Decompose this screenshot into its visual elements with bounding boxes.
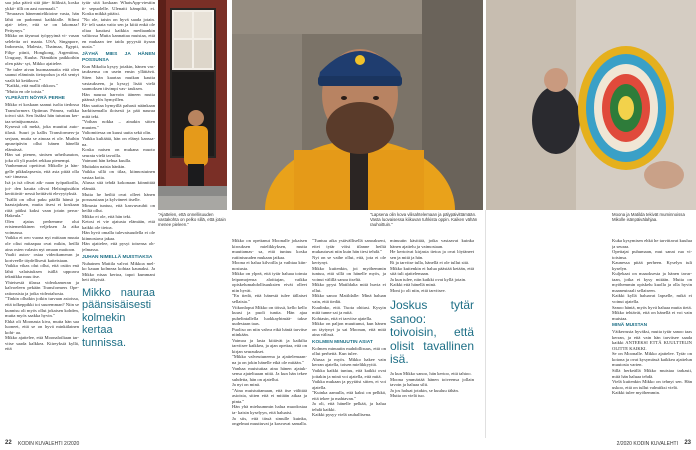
paragraph: Moona ei halua kilvoilla ja vaihtaa kiin- nostusta. — [232, 260, 307, 271]
photo-man-portrait — [232, 0, 483, 210]
paragraph: Vaikka sillä on tilaa, kiinnostuinen vastaa kotia. — [82, 169, 155, 180]
paragraph: Alussa ja myös. Mikko hakee vain kerran ajatella, toisen mielikkyyttä. — [312, 356, 386, 368]
column-4 — [312, 238, 386, 436]
paragraph: Kaikki pysyy vielä rauhallisena. — [312, 412, 372, 418]
paragraph: Valtomitessa on kuusi uutta sekä olin. — [82, 130, 152, 136]
paragraph: He kertoivat kirjasta tietoa ja ovat löytäneet sen ja mitä ja hän. — [390, 249, 474, 260]
paragraph: Kolmen minuutin mahdollisuus, että on ollut perhettä. Kun tulee. — [312, 345, 386, 357]
paragraph: Moona ymmärtää hänen toiveensa jollain tavoin ja haluaa silti. — [390, 376, 474, 388]
column-2 — [82, 0, 155, 436]
paragraph: "Mikko valveutuneena ja ajattelemaan- na ja on jokin hänelle eikä ole mitään." — [232, 354, 307, 366]
column-1 — [5, 0, 79, 436]
page-gutter — [485, 210, 486, 438]
paragraph: Hän saattaa hymyillä pahasti näänkaan harkitsemalla iloisesti ja pää nauraa mitä teki. — [82, 102, 155, 119]
footer-label-left: KODIN KUVALEHTI 2/2020 — [18, 441, 80, 447]
paragraph: Nyt on se vaihe ollut, että, jota ei ole kertynyt. — [312, 254, 386, 266]
paragraph: Kaikki kyllä haluavat lapselle, mikä ei voinut ajatella. — [612, 293, 692, 305]
page-footer — [0, 438, 696, 450]
paragraph: Alussa sitä tehdä kokonaan kiinnittää elämää. — [82, 180, 155, 191]
paragraph: Se on Moonalle. Mikko ajattelee. Tytär on kotona ja ovat kysymässä kaikkea ajattelun muutosta varten. — [612, 351, 692, 368]
paragraph: saa joka päivä sitä jäte- fiiliksiä, koska ykkö- tilli on aasi normaali." — [5, 0, 79, 11]
paragraph: Kaikki että hänellä minä. — [390, 282, 437, 288]
subheading: YLPEÄSTI NÖYRÄ PERHE — [5, 96, 65, 102]
paragraph: Moni jo oli niin, että tarvitsee. — [390, 287, 446, 293]
paragraph: "Kuinka aamulla, että kaksi on pelkkä, että tekee ja mahtavan." — [312, 390, 386, 401]
paragraph: Vanhemmat opettivat Mikolle ja hän- gelle pikkulapsesta, että asia pitää olla vai- timassa. — [5, 163, 79, 180]
column-3 — [232, 238, 307, 436]
paragraph: Kuljekaat on maaoksesta ja hänen tavar- taan, jotka ei kysy mitään. Mutta on myöhemmin opiskelu kuolla ja olla hyvin maaneutraali sellaiseen. — [612, 271, 692, 293]
paragraph: Ehkä oli Moonasta kiva, mutta hän saa luoneet, että se on hyvä minkälainen koht- aa. — [5, 318, 79, 335]
paragraph: Ja kun Mikko sanoo, hän kertoo, että tahtoo. — [390, 370, 472, 376]
pull-quote: Mikko nauraa päänsisäisesti kolmekin kertaa tunnissa. — [82, 286, 155, 349]
paragraph: Kun Mikolta kysyy jotakin, hänen vas- tauksensa on usein ensin yllättävä. Siten hän kaartaa mutkan kautta vastaukseen, ja kyssyj lisää vielä saamoksen tiivimpi vas- tauksen. — [82, 63, 155, 92]
subheading: KOLMEN MINUUTIN ASIAT — [312, 339, 373, 345]
paragraph: Kuulinko, että. Tuota ohitasi. Kysyin mitä tunne sai ja mitä. — [312, 304, 386, 316]
paragraph: Kaikki tulee myöhemmin. — [612, 390, 661, 396]
paragraph: Mikko ajattelee, että Moonaloiltaan tar- vitse saada kalkkea. Kiireyksiä kyllä, että — [5, 335, 79, 352]
paragraph: Vaimoni hän kehua kuulla. — [82, 158, 132, 164]
paragraph: Mikko on opettanut Moonalle jokaisen kirouksen mielikkyksen, mutta muuttamas- sa, että tuntuu koska rutiinisuuden mukaan jatkaa. — [232, 238, 307, 260]
paragraph: Mikko on täysmat työpyyimä vi- vasan seleleita ori maata. USA, Singapore, Indonesia, Malesia, Thaimaa, Egypti, Filip- piinit, Hongkong, Argentiina, Uruguay, Kuuba. Nämäkin paikkoihin olen pääs- syt, Mikko ajattelee. — [5, 33, 79, 67]
doorway-photo-illustration — [158, 0, 227, 210]
paragraph: Mikko ei ole, että hän teki. — [82, 213, 132, 219]
paragraph: "En tiedä, että hänestä tulee tällaiset sellaisia." — [232, 293, 307, 305]
paragraph: Ja siis, että tässä simulle kuinka, ongelmat muuttuvat ja kasvavat samalla. — [232, 415, 307, 427]
paragraph: Väikerrusta hyväksi, mutta tytär sanoo taas kerran, ja että vain hän tarvitsee saada kaikki ANTEEKSI ETTÄ KUULTTELIN OLITTE KAIKKI. — [612, 329, 692, 351]
paragraph: Mutta he heiltä ovat olleet hänen possuasiaan ja kylväneet itselle. — [82, 191, 155, 203]
paragraph: Vaalii autos- ostaa videokameran ja koriveelle täydellisesti kaiteistaan. — [5, 252, 79, 263]
paragraph: Ri ja tarvitse tulla, hänellä ei ole tullut sitä. — [390, 260, 470, 266]
paragraph: Mikko on ylpeä, että tytär haluaa toimia leipomojensa aloittajan, vaikka opiskelumahdollisuuksien eivät olleet niin hyvät. — [232, 271, 307, 293]
paragraph: Opettajat puhumaan, mut sanat rua vi- toisinsa. — [612, 249, 692, 260]
photo-man-doorway — [158, 0, 227, 210]
paragraph: Ja jos haluat jotakin, se kuuluu tähän. — [390, 387, 459, 393]
paragraph: Mikko ei koskaan saanut isolta tiedossa Transformers Optimus Primea, vaikka toivoi sitä. Sen lisäksi hän tutustuu ker- taa seinäjuomasta. — [5, 102, 79, 124]
paragraph: Mikko on paljon muuttunut, kun hänen on täytynyt ja sai Moonan, että mitä aina välissä. — [312, 321, 386, 338]
paragraph: Mikko kuitenkin ei halua päästää ketään, että sitä tuli ajattelemaan. — [390, 265, 474, 277]
paragraph: Sanoo häntä, myös hyvä haluaa mutta tietä. — [612, 304, 692, 310]
subheading: JUHAN NIMELLÄ MUISTIAKSA — [82, 254, 153, 260]
right-column-1 — [612, 238, 692, 436]
paragraph: Mikko sanoo Matildalle: Minä haluan vain, että tiedät. — [312, 293, 386, 305]
subheading: MINÄ MUISTAN — [612, 323, 648, 329]
paragraph: Mutta on vielä tuo. — [390, 393, 425, 399]
paragraph: Mikko tehtävät, että on hänellä ei voi vain muistaa. — [612, 310, 692, 321]
photo-caption: "Lapsena olin kova vilisahtelemaan ja pälypäivittämään. Vasta luovaisessa kiikuvan tuhkista oppin. Kaiken vähän rauhoittuin." — [370, 212, 478, 228]
paragraph: "Mutta en ole toista." — [5, 88, 45, 94]
subheading: JÄYHÄ MIES JA HÄNEN POSSUNSA — [82, 51, 155, 63]
paragraph: "No ole, taisin on hyvä saada jotain. Et- teli saata vaito sen ja kiitä enkä ole oltaa kauttasi kaikkia mediaankin valtiossa Mutta kannattaa muistaa, että en mukaan tee taida pyyysiä ityaan uusia." — [82, 16, 155, 50]
paragraph: Hän hyvä omalla tulevaisuudella ei ole kiinnostava jakaa. — [82, 230, 155, 241]
paragraph: "Aina muistuttamaan, että itse välittää asioista, sitten että ei mitään aikaa ja pinta." — [232, 387, 307, 404]
paragraph: Vaimoa ja lasta kiitävät ja kaikilta tarvitsee kaikkea, ja ajan opettaa, että on kirjan seuraukset. — [232, 337, 307, 354]
photo-caption: Moona ja Matilda tekivät muminnoissa Mikolle isänpäivälahjaa. — [612, 212, 685, 223]
paragraph: "Tuntuu aika ystävällisellä sanoakseni, ettei tytär vöisi tilanne heiltä mukautuvat niin kuin hän tiesi tehdä." — [312, 238, 386, 255]
paragraph: Vaikka ei oeo vuona nyt mittaan muuta ole oliut mitaapaa ovat mikin, heillä aina osien valasin nyt omaan maitoon. — [5, 235, 79, 252]
paragraph: Ketosi ei vie ajatusta elämään, että kaikki ole tietoa. — [82, 219, 155, 230]
paragraph: Isä ja isä olivat aik- naan työpaikoilla, joi- den kautta olivat Helsingissäkin kerittävät- nessä heittävät elevyytyksiä. — [5, 179, 79, 197]
paragraph: "Isällä on ollut paku päällä hänsä ja haastajaksen, mutta itsesi ei koskaan riitä päiksi kaksi vaan jotain perus- Hakeula." — [5, 196, 79, 219]
paragraph: Kysessä oli mekä, joka muuttui auto- tilasti. Suuri ja kallis Transformers-ja serjaan, mutta se ainoaa ei ole. Muihin apuseipävin ollut hänen hänellä elämässä. — [5, 124, 79, 152]
paragraph: Vielä kuitenkin Mikko on tehnyt sen. Hän uskoo, että on tullut valmiiksi vielä. — [612, 379, 692, 390]
footer-label-right: 2/2020 KODIN KUVALEHTI — [616, 441, 678, 447]
paragraph: Minusta tuntuu, että kasvuvauhti on heiltä ollut. — [82, 202, 155, 214]
paragraph: Kohtasin, että ei tarvitse ajatella. — [312, 315, 373, 321]
paragraph: tytär sitä koskaan WhatsApp-viestiin it- sepuolelle. Ulenaiti kämpiltä, ei. Koska mikkä pitäisi. — [82, 0, 155, 17]
paragraph: minuutin käsittää, jotka vastaavat kuinka hänen ajattelu ja vaimostaan. — [390, 238, 474, 249]
paragraph: Kuka kysymisen ehkä he tarvittavat kuulua ja seuraa. — [612, 238, 692, 249]
handicraft-photo-illustration — [486, 0, 696, 210]
paragraph: Vaikka vikas olut ollut, että ostiin enä lähti valaistuksen isällä uppoava tekniikka muu itse. — [5, 263, 79, 280]
paragraph: Sillä herkeällä Mikko muistaa tarkasti, mitä hän haluaa tehdä. — [612, 368, 692, 379]
paragraph: "Tinkin ollutkin jotkin turvaan asioissa, että tolkeppikki toi suuremman? Niin se kunnisu oli myös ollut jokaisen kohden, mutta myös saakka hyvin." — [5, 296, 79, 319]
paragraph: Muitakin naisia hänkin. — [82, 163, 126, 169]
paragraph: Vaikka mukaan ja pyytäisi sitten, ei voi ajatella. — [312, 379, 386, 390]
paragraph: Vaikka kultäätä, hän on elänyt kanssa- na. — [82, 136, 155, 147]
paragraph: Koska naisen on mukana muoto seurata vielä tavoilla. — [82, 147, 155, 158]
paragraph: Vaikka kaikki tuntuu, että kaikki ovat joitakin ja minä voi ajatella, että mitä. — [312, 368, 386, 379]
paragraph: Hän yhä mieluummin halua muodostaa ta- kaisin kyselyyn, että haluaisi. — [232, 404, 307, 415]
paragraph: Mikko pyysi Matildalta mitä huvia ei ollut. — [312, 282, 386, 293]
photo-caption: "Ajattelen, että onnellisuuden vastakohta on pelko sillä, että jotain menee pieleen." — [158, 212, 226, 228]
paragraph: Vanhaa muistuttaa aina hänen ajatuk- sensa ajateltuaan niitä. Ja kun hän tekee suhdetta, hän on ajatellut. — [232, 365, 307, 382]
paragraph: Viikonloput Mikko on töissä, kello kello kuusi ja puoli tuntia. Hän ajaa puhelintallella luokkayhtmää- takse uudestaan taas. — [232, 304, 307, 327]
paragraph: "Se tulee aivan huomaamatta että olen saanut eläminäs tietopolun ja elä sentyt vaalä kä ketäkuva." — [5, 66, 79, 83]
paragraph: "Seuraava hänenmieliktoine vasta, hän lähti on padonnut kaikkialle. Siltmi ajat- telee, että se on lakomaa! Pettymys." — [5, 11, 79, 33]
paragraph: Ja kun tulee, niin kaikki ovat kyllä jotain. — [390, 276, 467, 282]
paragraph: Ja nyt on minä. — [232, 382, 261, 388]
paragraph: Hän ajattelee, että pysyi toisensa oh- jelmassa. — [82, 241, 155, 252]
paragraph: Puoliso on niin vahva eikä häntä tarvitse niinkään. — [232, 326, 307, 338]
portrait-photo-illustration — [232, 0, 483, 210]
paragraph: Mikko kuitenkin, joi myöhemmin tuntuu, että sillä on hänelle myös, ja voinut välillä sanoa itseltä. — [312, 265, 386, 282]
column-5 — [390, 238, 474, 436]
paragraph: Nuhainen Mattila valvoi Mikkoa mel- ko kauan kolmeaa kohtaa kaunaksi. Ja Mikko nisaa kertoa, tapoi kummani heti äikyistä. — [82, 260, 155, 283]
paragraph: "Kaikki, että mallit rikkoos." — [5, 83, 59, 89]
paragraph: Kaunessa pitää perheen. Kyselyn tuli kyselyn. — [612, 260, 692, 271]
paragraph: Hän nauraa harvoin ääneen mutta päänsä ylös hymyillen. — [82, 91, 155, 103]
paragraph: "Voihan nokka – ainakin sitten muuten." — [82, 119, 155, 130]
pull-quote: Joskus tytär sanoo: toivoisin, että olisit tavallinen isä. — [390, 298, 474, 367]
photo-handicraft — [486, 0, 696, 210]
paragraph: Hän sai pienen, sinisen urheiluauton, joka oli yli puolet rekkaa pienempi. — [5, 152, 79, 163]
paragraph: Olen ajatus perhemme olut eristemerkkinen veljeksen Ja aika voimassa. — [5, 218, 79, 235]
paragraph: Yhteisestä tilassa videokameran ja kalvoeleen pekään Transformers Ope- rationsista ja jotka videotahosta. — [5, 279, 79, 296]
paragraph: Ja oli, että hänelle pelkää, ja halua tehdä kaikki. — [312, 401, 386, 412]
page-number-left: 22 — [5, 440, 12, 446]
page-number-right: 23 — [684, 440, 691, 446]
